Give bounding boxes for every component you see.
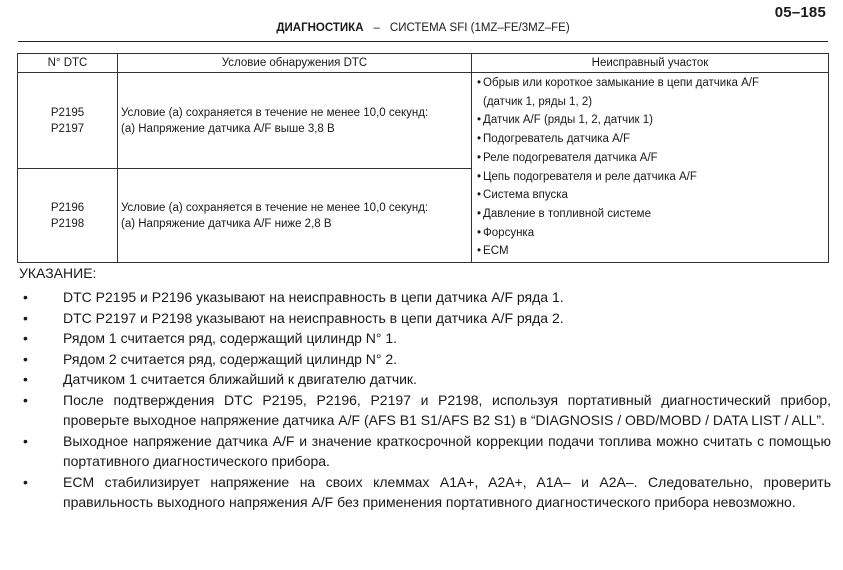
note-bullet: •	[23, 473, 28, 490]
note-item	[19, 472, 831, 513]
trouble-area-item: • Датчик A/F (ряды 1, 2, датчик 1)	[477, 114, 654, 127]
trouble-area-item: • Форсунка	[477, 226, 535, 239]
trouble-area-item: • Обрыв или короткое замыкание в цепи датчика A/F	[477, 77, 759, 89]
trouble-area-item: • Реле подогревателя датчика A/F	[477, 151, 658, 164]
condition-line: Условие (а) сохраняется в течение не менее 10,0 секунд:	[121, 106, 429, 119]
notes-title: УКАЗАНИЕ:	[19, 265, 97, 281]
note-text: После подтверждения DTC P2195, P2196, P2197 и P2198, используя портативный диагностический прибор, проверьте выходное напряжение датчика A/F (AFS B1 S1/AFS B2 S1) в “DIAGNOSIS / OBD/MOBD / DATA LIST / ALL”.	[63, 391, 831, 428]
note-bullet: •	[23, 309, 28, 326]
note-text: Датчиком 1 считается ближайший к двигателю датчик.	[63, 371, 417, 387]
column-header-dtc: N° DTC	[18, 54, 118, 73]
system-title: СИСТЕМА SFI (1MZ–FE/3MZ–FE)	[389, 22, 570, 34]
dtc-table	[17, 53, 829, 263]
note-bullet: •	[23, 350, 28, 367]
dtc-code: P2196	[50, 201, 85, 214]
dtc-code: P2198	[50, 217, 85, 230]
trouble-area-item: • Цепь подогревателя и реле датчика A/F	[477, 170, 697, 183]
notes-list	[19, 287, 831, 513]
note-text: Рядом 2 считается ряд, содержащий цилиндр N° 2.	[63, 350, 398, 367]
note-text: DTC P2197 и P2198 указывают на неисправность в цепи датчика A/F ряда 2.	[63, 309, 564, 326]
detection-condition-cell	[118, 169, 472, 263]
note-item	[19, 287, 831, 308]
note-text: DTC P2195 и P2196 указывают на неисправность в цепи датчика A/F ряда 1.	[63, 289, 564, 305]
note-item	[19, 369, 831, 390]
note-item	[19, 390, 831, 431]
note-bullet: •	[23, 391, 28, 408]
page-number: 05–185	[774, 4, 826, 21]
column-header-areas: Неисправный участок	[472, 54, 829, 73]
condition-line: Условие (а) сохраняется в течение не менее 10,0 секунд:	[121, 201, 429, 214]
note-bullet: •	[23, 371, 28, 387]
dtc-code: P2197	[50, 122, 85, 135]
table-header-row	[18, 54, 829, 73]
dtc-codes-cell	[18, 169, 118, 263]
page-header	[18, 22, 828, 34]
note-text: ECM стабилизирует напряжение на своих клеммах A1A+, A2A+, A1A– и A2A–. Следовательно, проверить правильность выходного напряжения A/F без применения портативного диагностического прибора невозможно.	[63, 473, 831, 510]
trouble-area-item: • ECM	[477, 245, 509, 258]
note-bullet: •	[23, 289, 28, 305]
header-dash: –	[373, 22, 380, 34]
note-item	[19, 431, 831, 472]
header-rule	[18, 41, 828, 42]
detection-condition-cell	[118, 73, 472, 169]
note-text: Выходное напряжение датчика A/F и значение краткосрочной коррекции подачи топлива можно считать с помощью портативного диагностического прибора.	[63, 432, 831, 469]
section-title: ДИАГНОСТИКА	[276, 22, 364, 34]
trouble-area-item: • Подогреватель датчика A/F	[477, 133, 631, 146]
note-text: Рядом 1 считается ряд, содержащий цилиндр N° 1.	[63, 330, 398, 346]
note-item	[19, 308, 831, 329]
table-row	[18, 73, 829, 169]
trouble-area-item: • Давление в топливной системе	[477, 207, 651, 220]
note-bullet: •	[23, 330, 28, 346]
dtc-code: P2195	[50, 106, 85, 119]
condition-line: (а) Напряжение датчика A/F ниже 2,8 В	[121, 217, 332, 230]
trouble-area-item: • Система впуска	[477, 189, 568, 202]
dtc-codes-cell	[18, 73, 118, 169]
condition-line: (а) Напряжение датчика A/F выше 3,8 В	[121, 122, 335, 135]
note-bullet: •	[23, 432, 28, 449]
trouble-areas-cell	[472, 73, 829, 263]
note-item	[19, 349, 831, 370]
note-item	[19, 328, 831, 349]
trouble-area-continuation: (датчик 1, ряды 1, 2)	[483, 95, 593, 108]
column-header-condition: Условие обнаружения DTC	[118, 54, 472, 73]
